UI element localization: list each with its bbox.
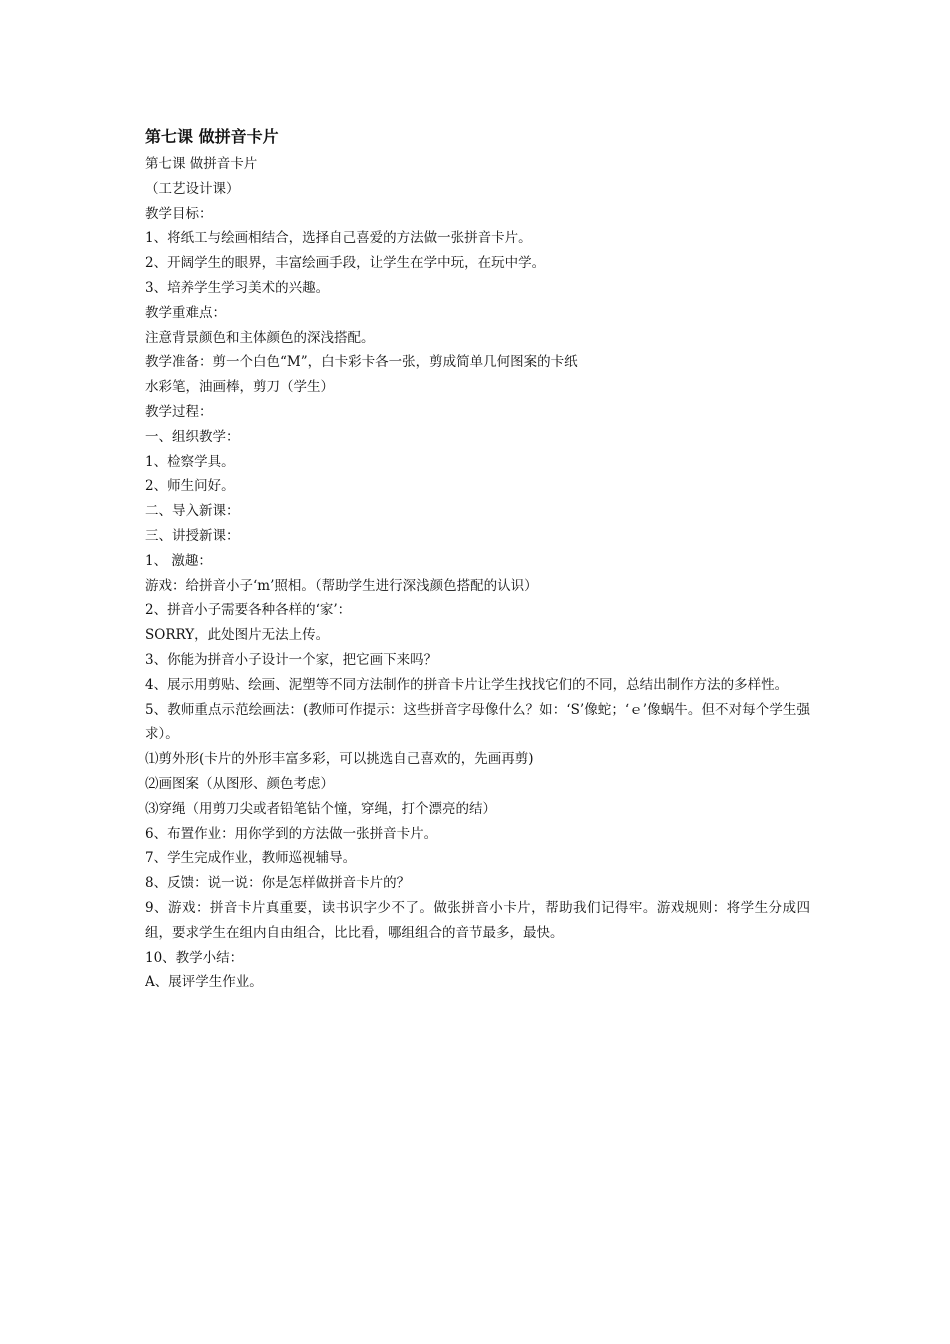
key-point-line: 注意背景颜色和主体颜色的深浅搭配。 <box>145 329 375 346</box>
objective-item-1: 1、将纸工与绘画相结合，选择自己喜爱的方法做一张拼音卡片。 <box>145 230 532 247</box>
lesson-title-line: 第七课 做拼音卡片 <box>145 156 258 172</box>
sub-step-item: ⑶穿绳（用剪刀尖或者铅笔钻个憧，穿绳，打个漂亮的结） <box>145 800 496 817</box>
objective-item-3: 3、培养学生学习美术的兴趣。 <box>145 279 330 296</box>
step-item: 7、学生完成作业，教师巡视辅导。 <box>145 850 357 867</box>
lesson-type-line: （工艺设计课） <box>145 180 240 197</box>
section-heading-process: 教学过程： <box>145 403 213 420</box>
step-heading-teach: 三、讲授新课： <box>145 527 240 544</box>
step-item: 8、反馈：说一说：你是怎样做拼音卡片的？ <box>145 875 411 892</box>
sub-step-item: ⑵画图案（从图形、颜色考虑） <box>145 775 334 792</box>
step-item: 2、师生问好。 <box>145 478 235 495</box>
step-heading-organize: 一、组织教学： <box>145 428 240 445</box>
step-item: 10、教学小结： <box>145 949 244 966</box>
step-item-paragraph: 9、游戏：拼音卡片真重要，读书识字少不了。做张拼音小卡片，帮助我们记得牢。游戏规则：将学生分成四组，要求学生在组内自由组合，比比看，哪组组合的音节最多，最快。 <box>145 899 810 941</box>
section-heading-key-points: 教学重难点： <box>145 304 226 321</box>
step-item: 6、布置作业：用你学到的方法做一张拼音卡片。 <box>145 825 438 842</box>
preparation-line-continued: 水彩笔，油画棒，剪刀（学生） <box>145 379 334 396</box>
step-item: 游戏：给拼音小子‘m’照相。（帮助学生进行深浅颜色搭配的认识） <box>145 577 538 594</box>
step-item: 2、拼音小子需要各种各样的‘家’： <box>145 602 352 619</box>
section-heading-objectives: 教学目标： <box>145 205 213 222</box>
step-item: 1、 激趣： <box>145 552 212 569</box>
step-item: A、展评学生作业。 <box>145 974 263 991</box>
step-item: 1、检察学具。 <box>145 453 235 470</box>
step-heading-introduce: 二、导入新课： <box>145 503 240 520</box>
preparation-line: 教学准备：剪一个白色“M”，白卡彩卡各一张，剪成简单几何图案的卡纸 <box>145 354 578 371</box>
step-item: 3、你能为拼音小子设计一个家，把它画下来吗？ <box>145 651 438 668</box>
step-item-paragraph: 4、展示用剪贴、绘画、泥塑等不同方法制作的拼音卡片让学生找找它们的不同，总结出制作方法的多样性。 <box>145 676 789 693</box>
image-placeholder-note: SORRY，此处图片无法上传。 <box>145 627 330 644</box>
step-item-paragraph: 5、教师重点示范绘画法：(教师可作提示：这些拼音字母像什么？如：‘S’像蛇；‘ｅ’像蜗牛。但不对每个学生强求）。 <box>145 701 810 743</box>
objective-item-2: 2、开阔学生的眼界，丰富绘画手段，让学生在学中玩，在玩中学。 <box>145 255 546 272</box>
document-heading: 第七课 做拼音卡片 <box>145 127 279 146</box>
sub-step-item: ⑴剪外形(卡片的外形丰富多彩，可以挑选自己喜欢的，先画再剪) <box>145 751 534 768</box>
document-page <box>145 126 810 995</box>
